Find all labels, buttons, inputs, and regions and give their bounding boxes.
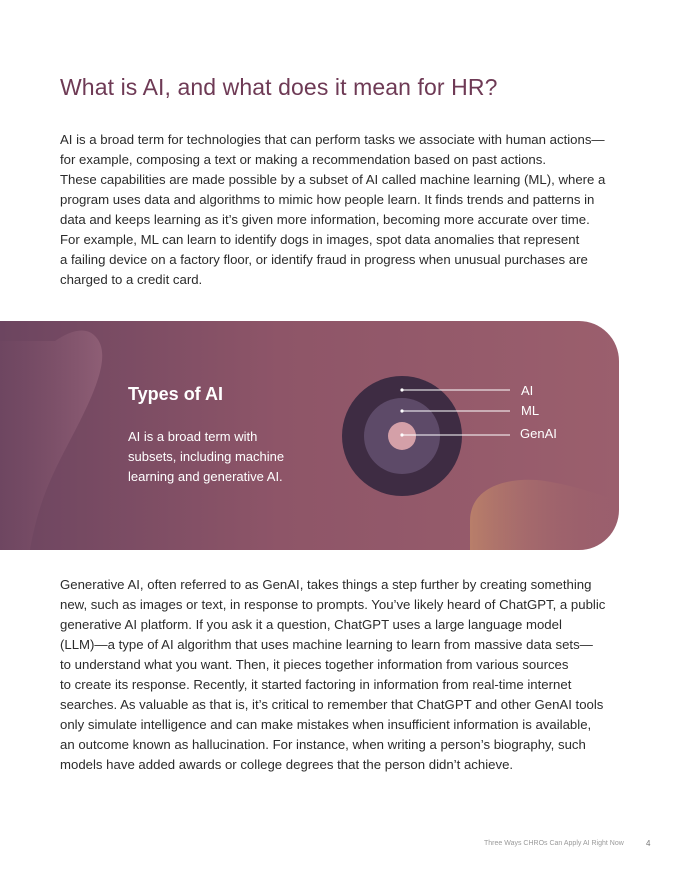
genai-label: GenAI bbox=[520, 426, 557, 441]
genai-line: (LLM)—a type of AI algorithm that uses machine learning to learn from massive data sets— bbox=[60, 637, 593, 652]
ml-pointer-dot bbox=[400, 409, 403, 412]
genai-line: new, such as images or text, in response to prompts. You’ve likely heard of ChatGPT, a public bbox=[60, 597, 606, 612]
genai-line: Generative AI, often referred to as GenAI, takes things a step further by creating something bbox=[60, 577, 592, 592]
intro-line: AI is a broad term for technologies that can perform tasks we associate with human actions— bbox=[60, 132, 605, 147]
callout-description-line: learning and generative AI. bbox=[128, 469, 283, 484]
footer-document-title: Three Ways CHROs Can Apply AI Right Now bbox=[484, 840, 624, 847]
ai-nested-circles-diagram bbox=[0, 321, 619, 550]
footer-page-number: 4 bbox=[646, 839, 651, 848]
ml-label: ML bbox=[521, 403, 540, 418]
intro-line: program uses data and algorithms to mimic how people learn. It finds trends and patterns in bbox=[60, 192, 595, 207]
intro-line: These capabilities are made possible by a subset of AI called machine learning (ML), where a bbox=[60, 172, 606, 187]
intro-line: for example, composing a text or making a recommendation based on past actions. bbox=[60, 152, 546, 167]
genai-line: to understand what you want. Then, it pieces together information from various sources bbox=[60, 657, 569, 672]
genai-pointer-dot bbox=[400, 433, 403, 436]
callout-title: Types of AI bbox=[128, 384, 224, 404]
intro-paragraph bbox=[60, 130, 630, 290]
ai-label: AI bbox=[521, 383, 534, 398]
ai-pointer-dot bbox=[400, 388, 403, 391]
genai-line: only simulate intelligence and can make mistakes when insufficient information is available, bbox=[60, 717, 592, 732]
intro-line: charged to a credit card. bbox=[60, 272, 203, 287]
intro-line: a failing device on a factory floor, or identify fraud in progress when unusual purchases are bbox=[60, 252, 588, 267]
genai-line: an outcome known as hallucination. For instance, when writing a person’s biography, such bbox=[60, 737, 586, 752]
types-of-ai-callout bbox=[0, 321, 619, 550]
callout-description-line: subsets, including machine bbox=[128, 449, 285, 464]
genai-line: to create its response. Recently, it started factoring in information from real-time internet bbox=[60, 677, 572, 692]
intro-line: data and keeps learning as it’s given more information, becoming more accurate over time. bbox=[60, 212, 590, 227]
genai-line: searches. As valuable as that is, it’s critical to remember that ChatGPT and other GenAI tools bbox=[60, 697, 604, 712]
genai-line: models have added awards or college degrees that the person didn’t achieve. bbox=[60, 757, 514, 772]
genai-paragraph bbox=[60, 575, 630, 775]
intro-line: For example, ML can learn to identify dogs in images, spot data anomalies that represent bbox=[60, 232, 580, 247]
callout-description-line: AI is a broad term with bbox=[128, 429, 258, 444]
genai-line: generative AI platform. If you ask it a question, ChatGPT uses a large language model bbox=[60, 617, 562, 632]
page-heading: What is AI, and what does it mean for HR? bbox=[60, 74, 498, 100]
